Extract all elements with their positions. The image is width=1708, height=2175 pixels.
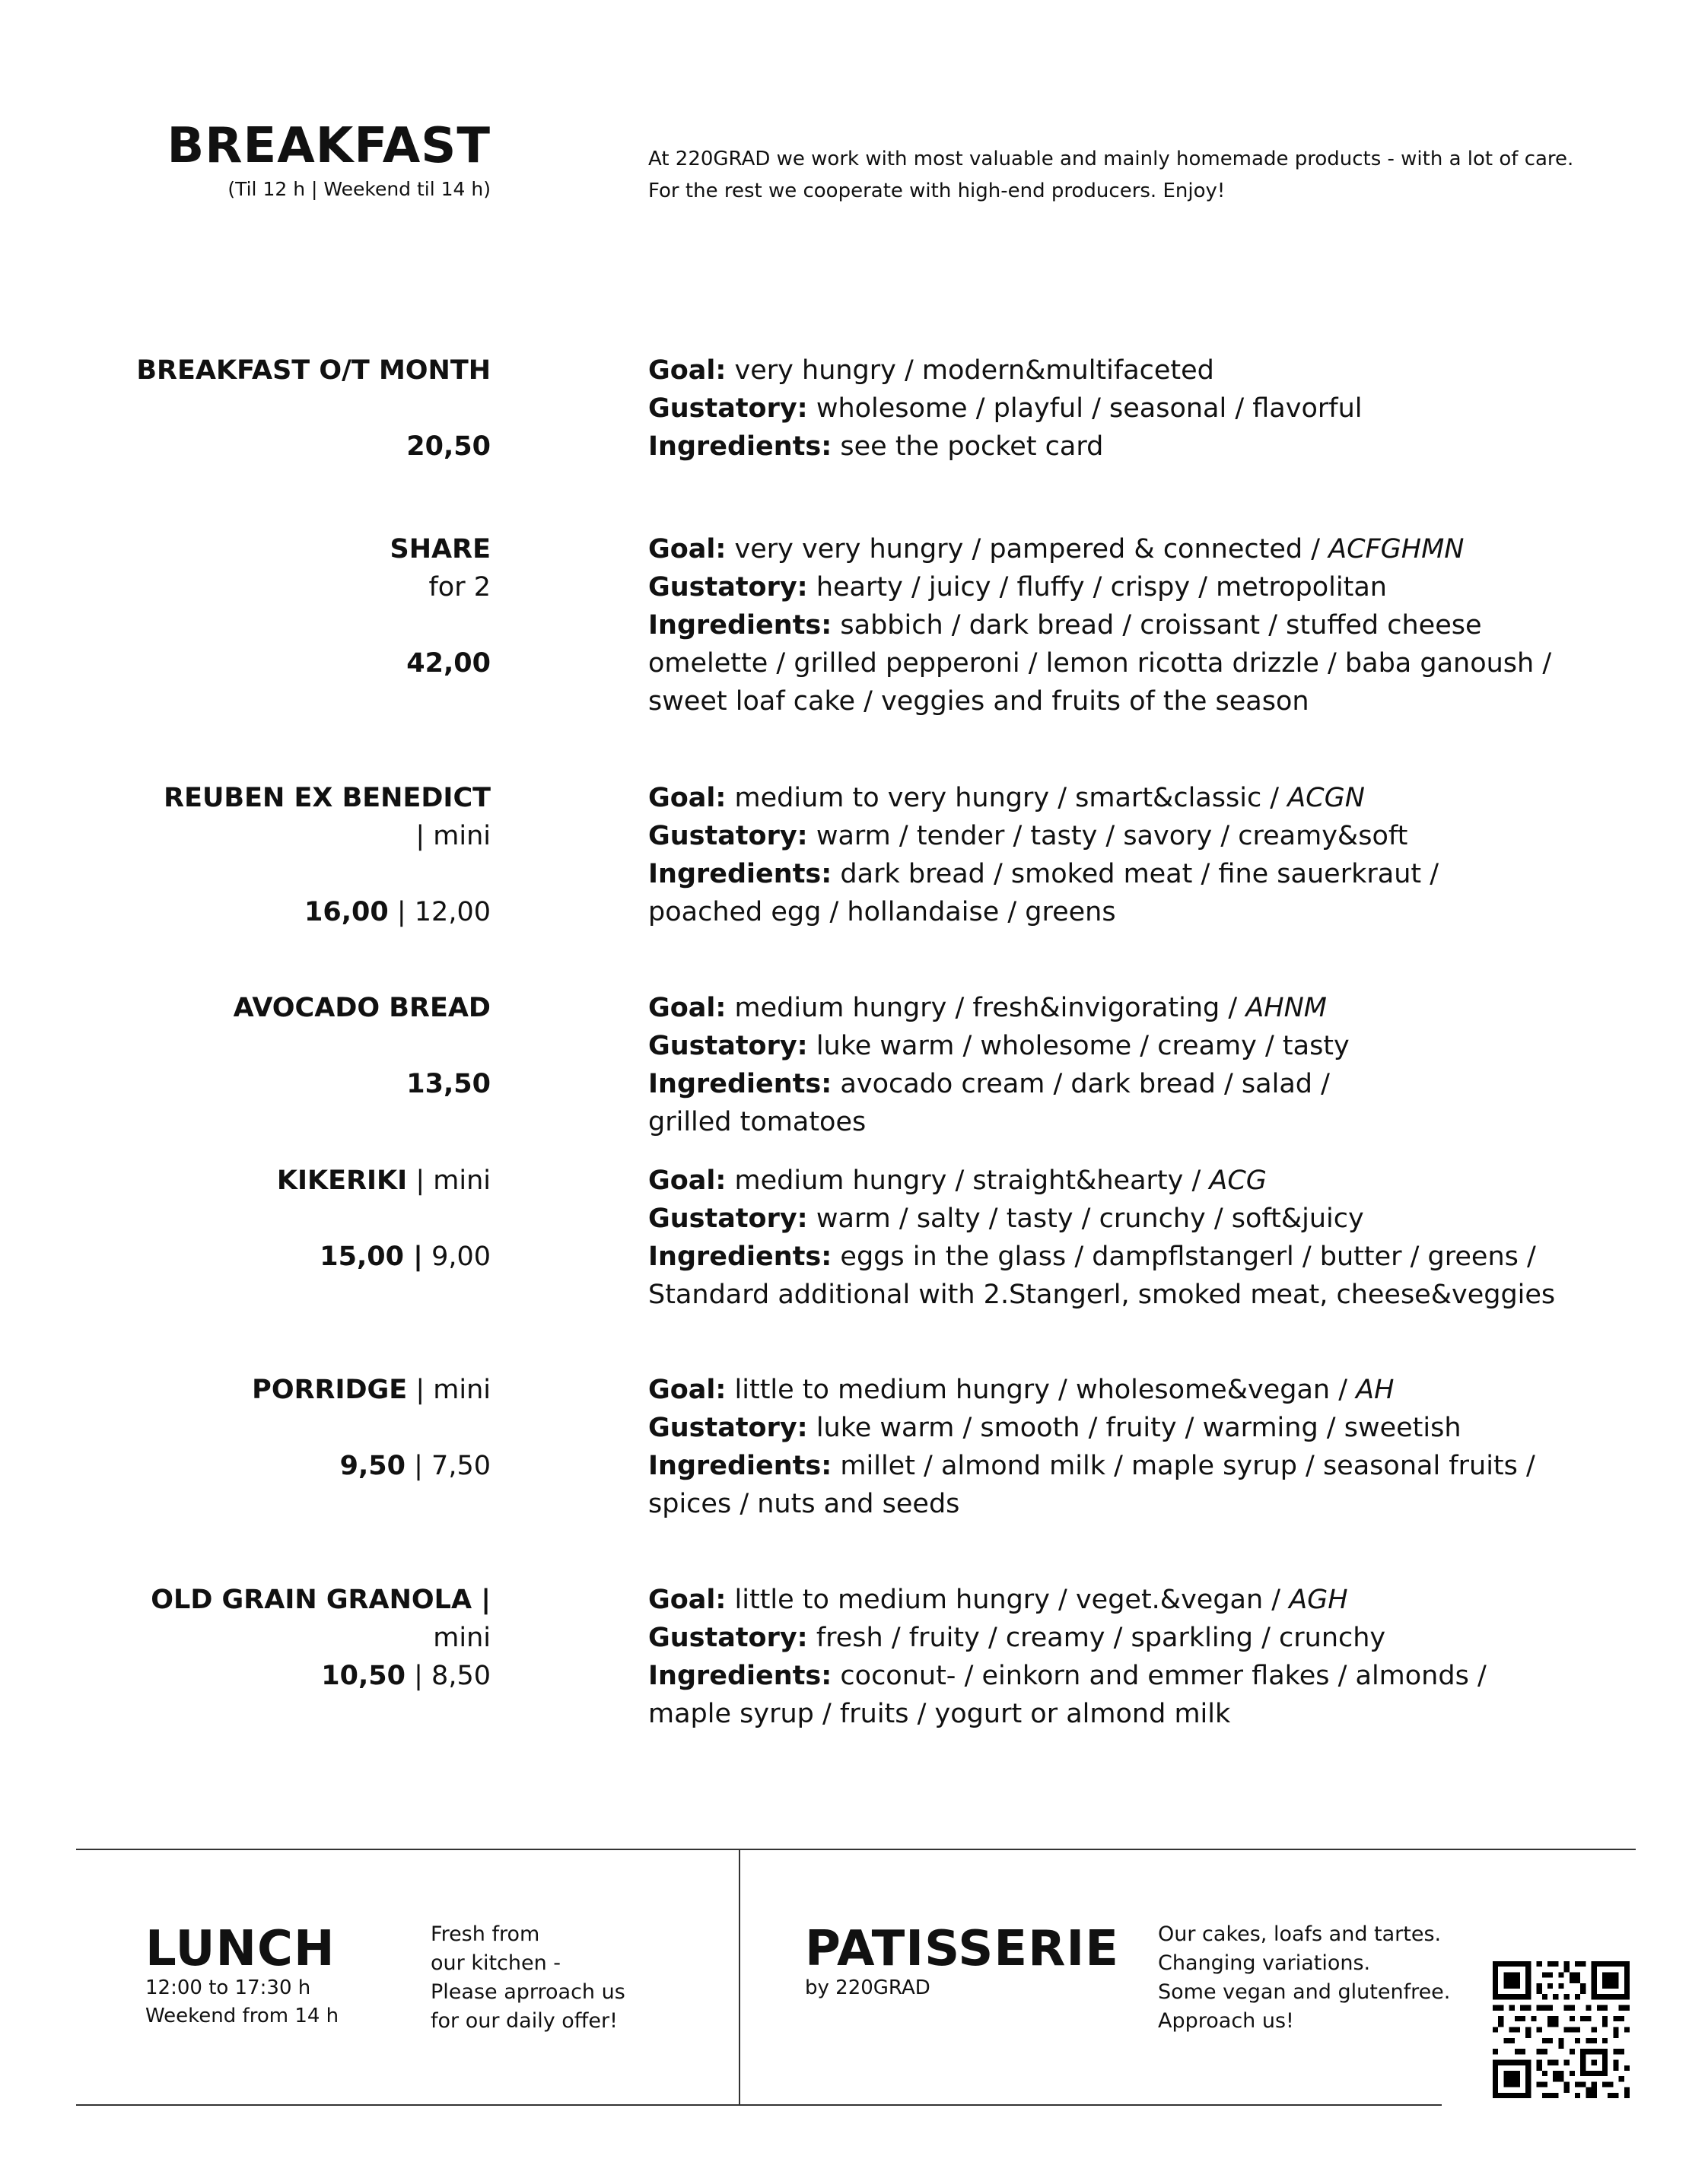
menu-item-avocado-info [91,989,491,1103]
item-goal: little to medium hungry / veget.&vegan / [734,1585,1290,1615]
lunch-hours [145,1974,339,2030]
allergen-codes: AHNM [1245,993,1327,1023]
intro-text [648,143,1637,207]
item-subtitle: | mini [415,821,491,851]
ingredients-label: Ingredients: [648,859,832,889]
ingredients-label: Ingredients: [648,1069,832,1099]
item-gustatory: hearty / juicy / fluffy / crispy / metropolitan [816,572,1387,603]
lunch-note-line: Please aprroach us [431,1980,625,2004]
ingredients-label: Ingredients: [648,610,832,641]
item-gustatory: warm / tender / tasty / savory / creamy&soft [816,821,1408,851]
item-ingredients: sabbich / dark bread / croissant / stuffed cheese [840,610,1482,641]
allergen-codes: AH [1356,1375,1395,1405]
goal-label: Goal: [648,1375,727,1405]
goal-label: Goal: [648,1165,727,1196]
gustatory-label: Gustatory: [648,821,808,851]
lunch-note-line: for our daily offer! [431,2009,618,2033]
menu-item-kikeriki-info [91,1162,491,1276]
page-title: BREAKFAST [167,118,491,174]
item-ingredients: coconut- / einkorn and emmer flakes / almonds / [840,1661,1487,1691]
item-gustatory: luke warm / wholesome / creamy / tasty [816,1031,1350,1061]
gustatory-label: Gustatory: [648,1031,808,1061]
menu-item-reuben-info [91,779,491,931]
qr-code-icon[interactable] [1493,1961,1630,2098]
patisserie-title: PATISSERIE [805,1921,1119,1977]
menu-item-share-details [648,530,1637,720]
item-gustatory: wholesome / playful / seasonal / flavorful [816,393,1363,424]
menu-item-breakfast-month-details [648,351,1637,466]
item-ingredients: Standard additional with 2.Stangerl, smoked meat, cheese&veggies [648,1280,1556,1310]
menu-item-share-info [91,530,491,682]
item-name-suffix: | mini [415,1375,491,1405]
item-goal: very very hungry / pampered & connected / [734,534,1329,564]
gustatory-label: Gustatory: [648,1413,808,1443]
item-ingredients: sweet loaf cake / veggies and fruits of the season [648,686,1309,717]
intro-line: For the rest we cooperate with high-end producers. Enjoy! [648,180,1226,202]
goal-label: Goal: [648,355,727,386]
item-ingredients: spices / nuts and seeds [648,1489,960,1519]
item-price: 20,50 [406,431,491,462]
lunch-note-line: Fresh from [431,1922,540,1946]
patisserie-note-line: Some vegan and glutenfree. [1158,1980,1451,2004]
patisserie-by: by 220GRAD [805,1976,930,1999]
goal-label: Goal: [648,534,727,564]
item-name: KIKERIKI [276,1165,408,1196]
item-subtitle: mini [433,1623,491,1653]
item-price: 15,00 | [320,1242,423,1272]
item-ingredients: maple syrup / fruits / yogurt or almond milk [648,1699,1231,1729]
item-ingredients: poached egg / hollandaise / greens [648,897,1116,927]
ingredients-label: Ingredients: [648,1451,832,1481]
patisserie-note [1158,1920,1450,2036]
item-ingredients: grilled tomatoes [648,1107,867,1137]
item-gustatory: fresh / fruity / creamy / sparkling / crunchy [816,1623,1386,1653]
gustatory-label: Gustatory: [648,572,808,603]
menu-item-granola-details [648,1581,1637,1733]
item-name: OLD GRAIN GRANOLA | [151,1585,491,1615]
item-goal: very hungry / modern&multifaceted [734,355,1214,386]
item-name: PORRIDGE [252,1375,408,1405]
item-gustatory: luke warm / smooth / fruity / warming / sweetish [816,1413,1462,1443]
item-goal: little to medium hungry / wholesome&vegan / [734,1375,1357,1405]
item-name-suffix: | mini [415,1165,491,1196]
ingredients-label: Ingredients: [648,1661,832,1691]
menu-item-kikeriki-details [648,1162,1637,1314]
item-price: 9,50 [339,1451,406,1481]
item-ingredients: eggs in the glass / dampflstangerl / butter / greens / [840,1242,1536,1272]
item-name: BREAKFAST O/T MONTH [136,355,491,386]
menu-item-porridge-info [91,1371,491,1485]
item-price: 10,50 [321,1661,406,1691]
lunch-hours-line: Weekend from 14 h [145,2005,339,2027]
gustatory-label: Gustatory: [648,1204,808,1234]
item-ingredients: millet / almond milk / maple syrup / seasonal fruits / [840,1451,1535,1481]
item-price-mini: 9,00 [431,1242,491,1272]
item-name: AVOCADO BREAD [233,993,491,1023]
item-ingredients: omelette / grilled pepperoni / lemon ricotta drizzle / baba ganoush / [648,648,1552,679]
item-ingredients: see the pocket card [840,431,1104,462]
allergen-codes: AGH [1289,1585,1348,1615]
ingredients-label: Ingredients: [648,1242,832,1272]
allergen-codes: ACFGHMN [1328,534,1465,564]
breakfast-hours: (Til 12 h | Weekend til 14 h) [227,178,491,200]
item-price: 13,50 [406,1069,491,1099]
lunch-hours-line: 12:00 to 17:30 h [145,1976,311,1999]
item-name: REUBEN EX BENEDICT [164,783,491,813]
item-goal: medium hungry / fresh&invigorating / [734,993,1246,1023]
item-ingredients: dark bread / smoked meat / fine sauerkraut / [840,859,1439,889]
footer-top-divider [76,1849,1636,1850]
item-price-mini: | 8,50 [414,1661,491,1691]
item-goal: medium to very hungry / smart&classic / [734,783,1288,813]
footer-column-divider [739,1849,740,2104]
patisserie-note-line: Approach us! [1158,2009,1294,2033]
goal-label: Goal: [648,1585,727,1615]
allergen-codes: ACG [1209,1165,1267,1196]
menu-item-granola-info [91,1581,491,1695]
gustatory-label: Gustatory: [648,393,808,424]
ingredients-label: Ingredients: [648,431,832,462]
patisserie-note-line: Changing variations. [1158,1951,1371,1975]
item-price: 16,00 [304,897,389,927]
item-price-mini: | 7,50 [414,1451,491,1481]
goal-label: Goal: [648,783,727,813]
menu-item-avocado-details [648,989,1637,1141]
lunch-title: LUNCH [145,1921,336,1977]
footer-bottom-divider [76,2104,1442,2106]
item-price: 42,00 [406,648,491,679]
menu-item-reuben-details [648,779,1637,931]
intro-line: At 220GRAD we work with most valuable and mainly homemade products - with a lot of care. [648,148,1574,170]
menu-item-breakfast-month-info [91,351,491,466]
gustatory-label: Gustatory: [648,1623,808,1653]
lunch-note-line: our kitchen - [431,1951,561,1975]
menu-item-porridge-details [648,1371,1637,1523]
item-price-mini: | 12,00 [396,897,491,927]
item-name: SHARE [390,534,491,564]
allergen-codes: ACGN [1287,783,1365,813]
item-ingredients: avocado cream / dark bread / salad / [840,1069,1330,1099]
item-subtitle: for 2 [428,572,491,603]
item-goal: medium hungry / straight&hearty / [734,1165,1210,1196]
item-gustatory: warm / salty / tasty / crunchy / soft&juicy [816,1204,1364,1234]
lunch-note [431,1920,625,2036]
patisserie-note-line: Our cakes, loafs and tartes. [1158,1922,1442,1946]
goal-label: Goal: [648,993,727,1023]
